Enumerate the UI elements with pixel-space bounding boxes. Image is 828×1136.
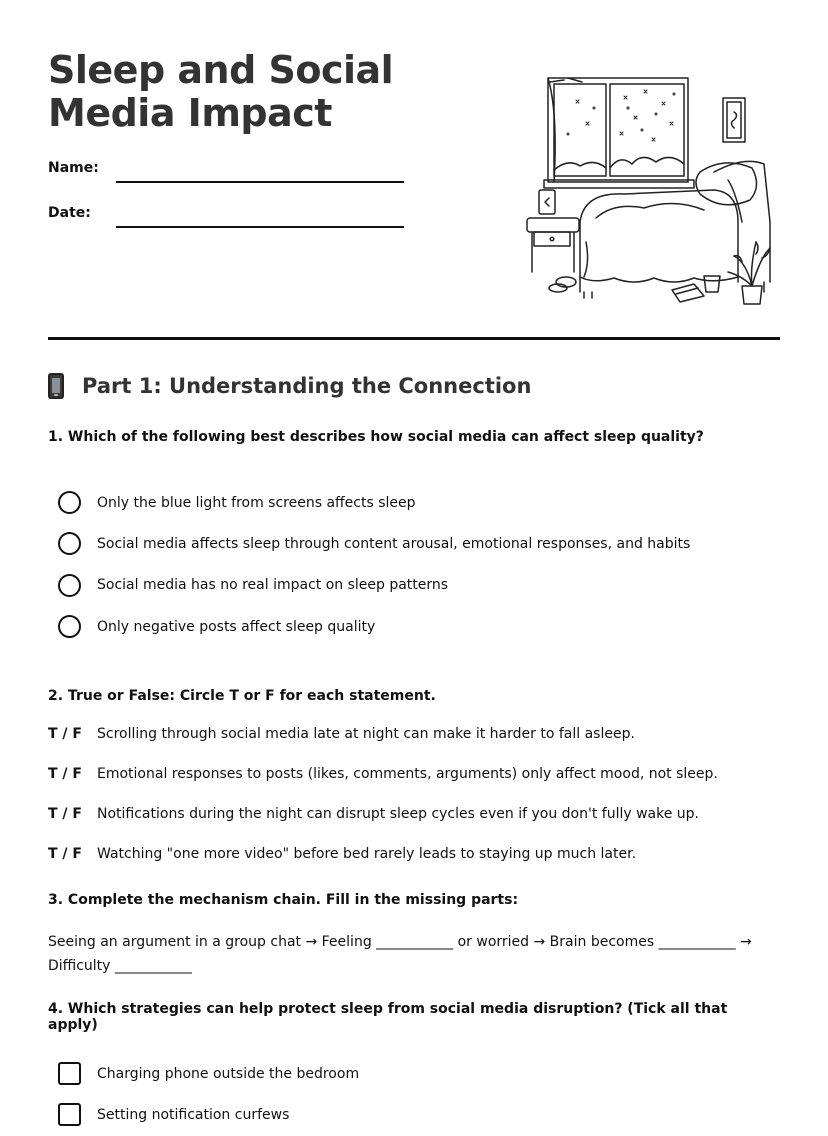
checkbox-square-icon[interactable] xyxy=(58,1062,81,1085)
statement-text: Watching "one more video" before bed rarely leads to staying up much later. xyxy=(97,846,637,862)
radio-circle-icon[interactable] xyxy=(58,574,81,597)
question-1: 1. Which of the following best describes how social media can affect sleep quality? xyxy=(48,429,704,445)
option-label: Setting notification curfews xyxy=(97,1106,290,1123)
true-false-item xyxy=(48,726,718,766)
section-heading-text: Part 1: Understanding the Connection xyxy=(82,374,532,398)
section-heading-part1 xyxy=(48,373,531,399)
question-4-options xyxy=(58,1053,359,1136)
question-3: 3. Complete the mechanism chain. Fill in the missing parts: xyxy=(48,892,519,908)
option-label: Charging phone outside the bedroom xyxy=(97,1065,360,1082)
bedroom-illustration xyxy=(524,72,776,308)
name-label: Name: xyxy=(48,160,99,176)
date-line[interactable] xyxy=(116,226,404,228)
question-1-options xyxy=(58,482,690,647)
header-divider xyxy=(48,337,780,340)
name-line[interactable] xyxy=(116,181,404,183)
statement-text: Notifications during the night can disrupt sleep cycles even if you don't fully wake up. xyxy=(97,806,699,822)
statement-text: Scrolling through social media late at night can make it harder to fall asleep. xyxy=(97,726,635,742)
worksheet-page xyxy=(48,0,780,1123)
page-title: Sleep and Social Media Impact xyxy=(48,48,394,135)
option-item[interactable] xyxy=(58,606,690,647)
radio-circle-icon[interactable] xyxy=(58,615,81,638)
radio-circle-icon[interactable] xyxy=(58,532,81,555)
tf-mark[interactable]: T / F xyxy=(48,766,82,782)
question-4: 4. Which strategies can help protect sleep from social media disruption? (Tick all that apply) xyxy=(48,1001,728,1033)
option-item[interactable] xyxy=(58,523,690,564)
true-false-item xyxy=(48,846,718,886)
true-false-list xyxy=(48,726,718,886)
tf-mark[interactable]: T / F xyxy=(48,806,82,822)
mobile-phone-icon xyxy=(48,373,64,399)
checkbox-square-icon[interactable] xyxy=(58,1103,81,1126)
checklist-item[interactable] xyxy=(58,1094,359,1135)
true-false-item xyxy=(48,806,718,846)
option-label: Social media has no real impact on sleep patterns xyxy=(97,577,449,594)
option-item[interactable] xyxy=(58,565,690,606)
tf-mark[interactable]: T / F xyxy=(48,846,82,862)
checklist-item[interactable] xyxy=(58,1053,359,1094)
name-field xyxy=(48,160,408,184)
date-field xyxy=(48,205,408,229)
mechanism-chain[interactable]: Seeing an argument in a group chat → Feeling ___________ or worried → Brain becomes ___________ → Difficulty ___________ xyxy=(48,934,752,974)
true-false-item xyxy=(48,766,718,806)
date-label: Date: xyxy=(48,205,91,221)
question-2: 2. True or False: Circle T or F for each statement. xyxy=(48,688,436,704)
option-label: Only the blue light from screens affects sleep xyxy=(97,494,416,511)
statement-text: Emotional responses to posts (likes, comments, arguments) only affect mood, not sleep. xyxy=(97,766,718,782)
option-label: Social media affects sleep through content arousal, emotional responses, and habits xyxy=(97,535,691,552)
option-label: Only negative posts affect sleep quality xyxy=(97,618,376,635)
tf-mark[interactable]: T / F xyxy=(48,726,82,742)
radio-circle-icon[interactable] xyxy=(58,491,81,514)
option-item[interactable] xyxy=(58,482,690,523)
